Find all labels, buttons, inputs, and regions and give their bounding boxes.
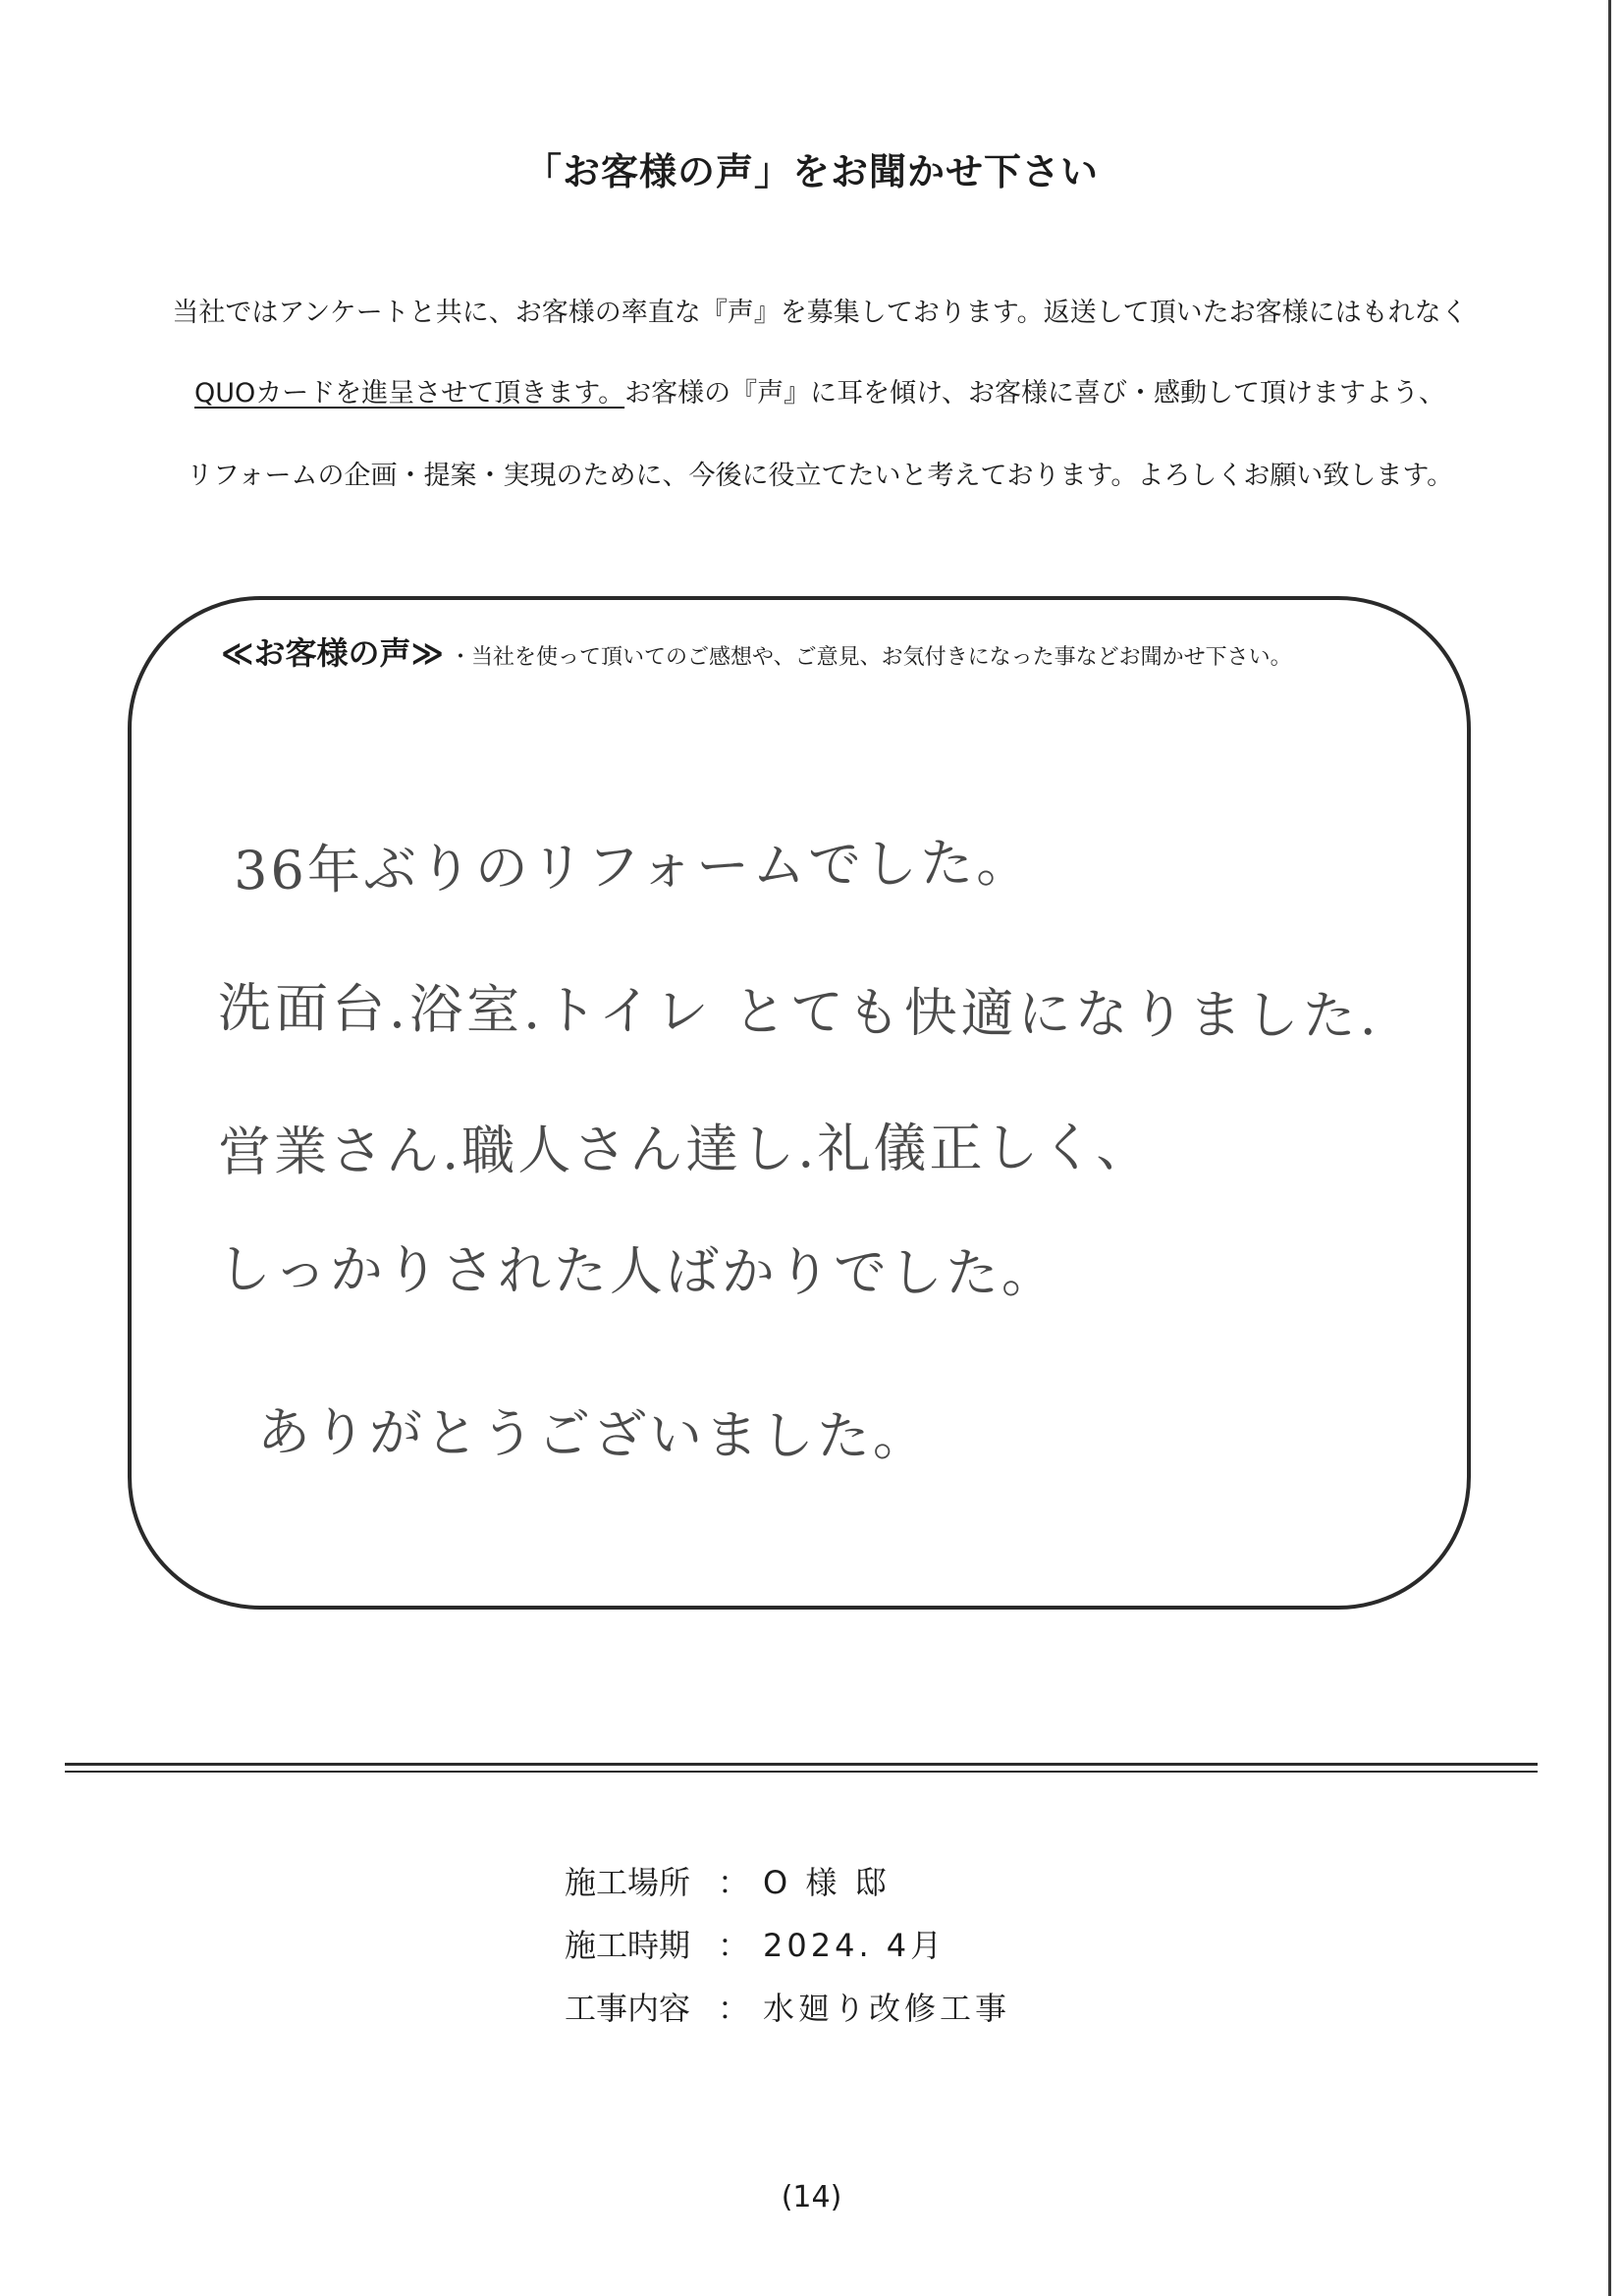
double-rule-bottom <box>65 1771 1538 1773</box>
handwritten-line: 営業さん.職人さん達し.礼儀正しく、 <box>217 1116 1153 1183</box>
detail-row-work <box>565 1984 1010 2029</box>
quo-card-offer: QUOカードを進呈させて頂きます。 <box>193 378 625 409</box>
page-edge-line <box>1608 0 1611 2296</box>
detail-value: 水廻り改修工事 <box>763 1990 1011 2027</box>
handwritten-line: しっかりされた人ばかりでした。 <box>217 1237 1058 1305</box>
intro-line-3: リフォームの企画・提案・実現のために、今後に役立てたいと考えております。よろしくお願い致します。 <box>186 461 1454 491</box>
customer-voice-label: ≪お客様の声≫ <box>221 634 445 672</box>
customer-voice-prompt: ・当社を使って頂いてのご感想や、ご意見、お気付きになった事などお聞かせ下さい。 <box>450 645 1292 670</box>
page-title: 「お客様の声」をお聞かせ下さい <box>523 150 1099 193</box>
handwritten-line: 洗面台.浴室.トイレ とても快適になりました. <box>217 976 1381 1048</box>
intro-line-1: 当社ではアンケートと共に、お客様の率直な『声』を募集しております。返送して頂いたお客様にはもれなく <box>172 298 1468 328</box>
detail-separator: ： <box>717 1927 749 1964</box>
detail-separator: ： <box>717 1990 749 2027</box>
detail-label: 施工場所 <box>565 1864 691 1901</box>
double-rule-top <box>65 1763 1538 1766</box>
handwritten-line: 36年ぶりのリフォームでした。 <box>233 831 1033 902</box>
detail-value: 2024. 4月 <box>763 1927 947 1964</box>
detail-row-period <box>565 1921 946 1966</box>
intro-line-2 <box>147 371 1492 410</box>
detail-row-location <box>565 1858 891 1903</box>
page-number: (14) <box>781 2180 842 2214</box>
handwritten-line: ありがとうございました。 <box>256 1400 930 1468</box>
customer-voice-header <box>221 629 1292 674</box>
detail-separator: ： <box>717 1864 749 1901</box>
detail-value: O 様 邸 <box>763 1864 891 1901</box>
detail-label: 工事内容 <box>565 1990 691 2027</box>
intro-line-2-rest: お客様の『声』に耳を傾け、お客様に喜び・感動して頂けますよう、 <box>624 378 1446 409</box>
detail-label: 施工時期 <box>565 1927 691 1964</box>
